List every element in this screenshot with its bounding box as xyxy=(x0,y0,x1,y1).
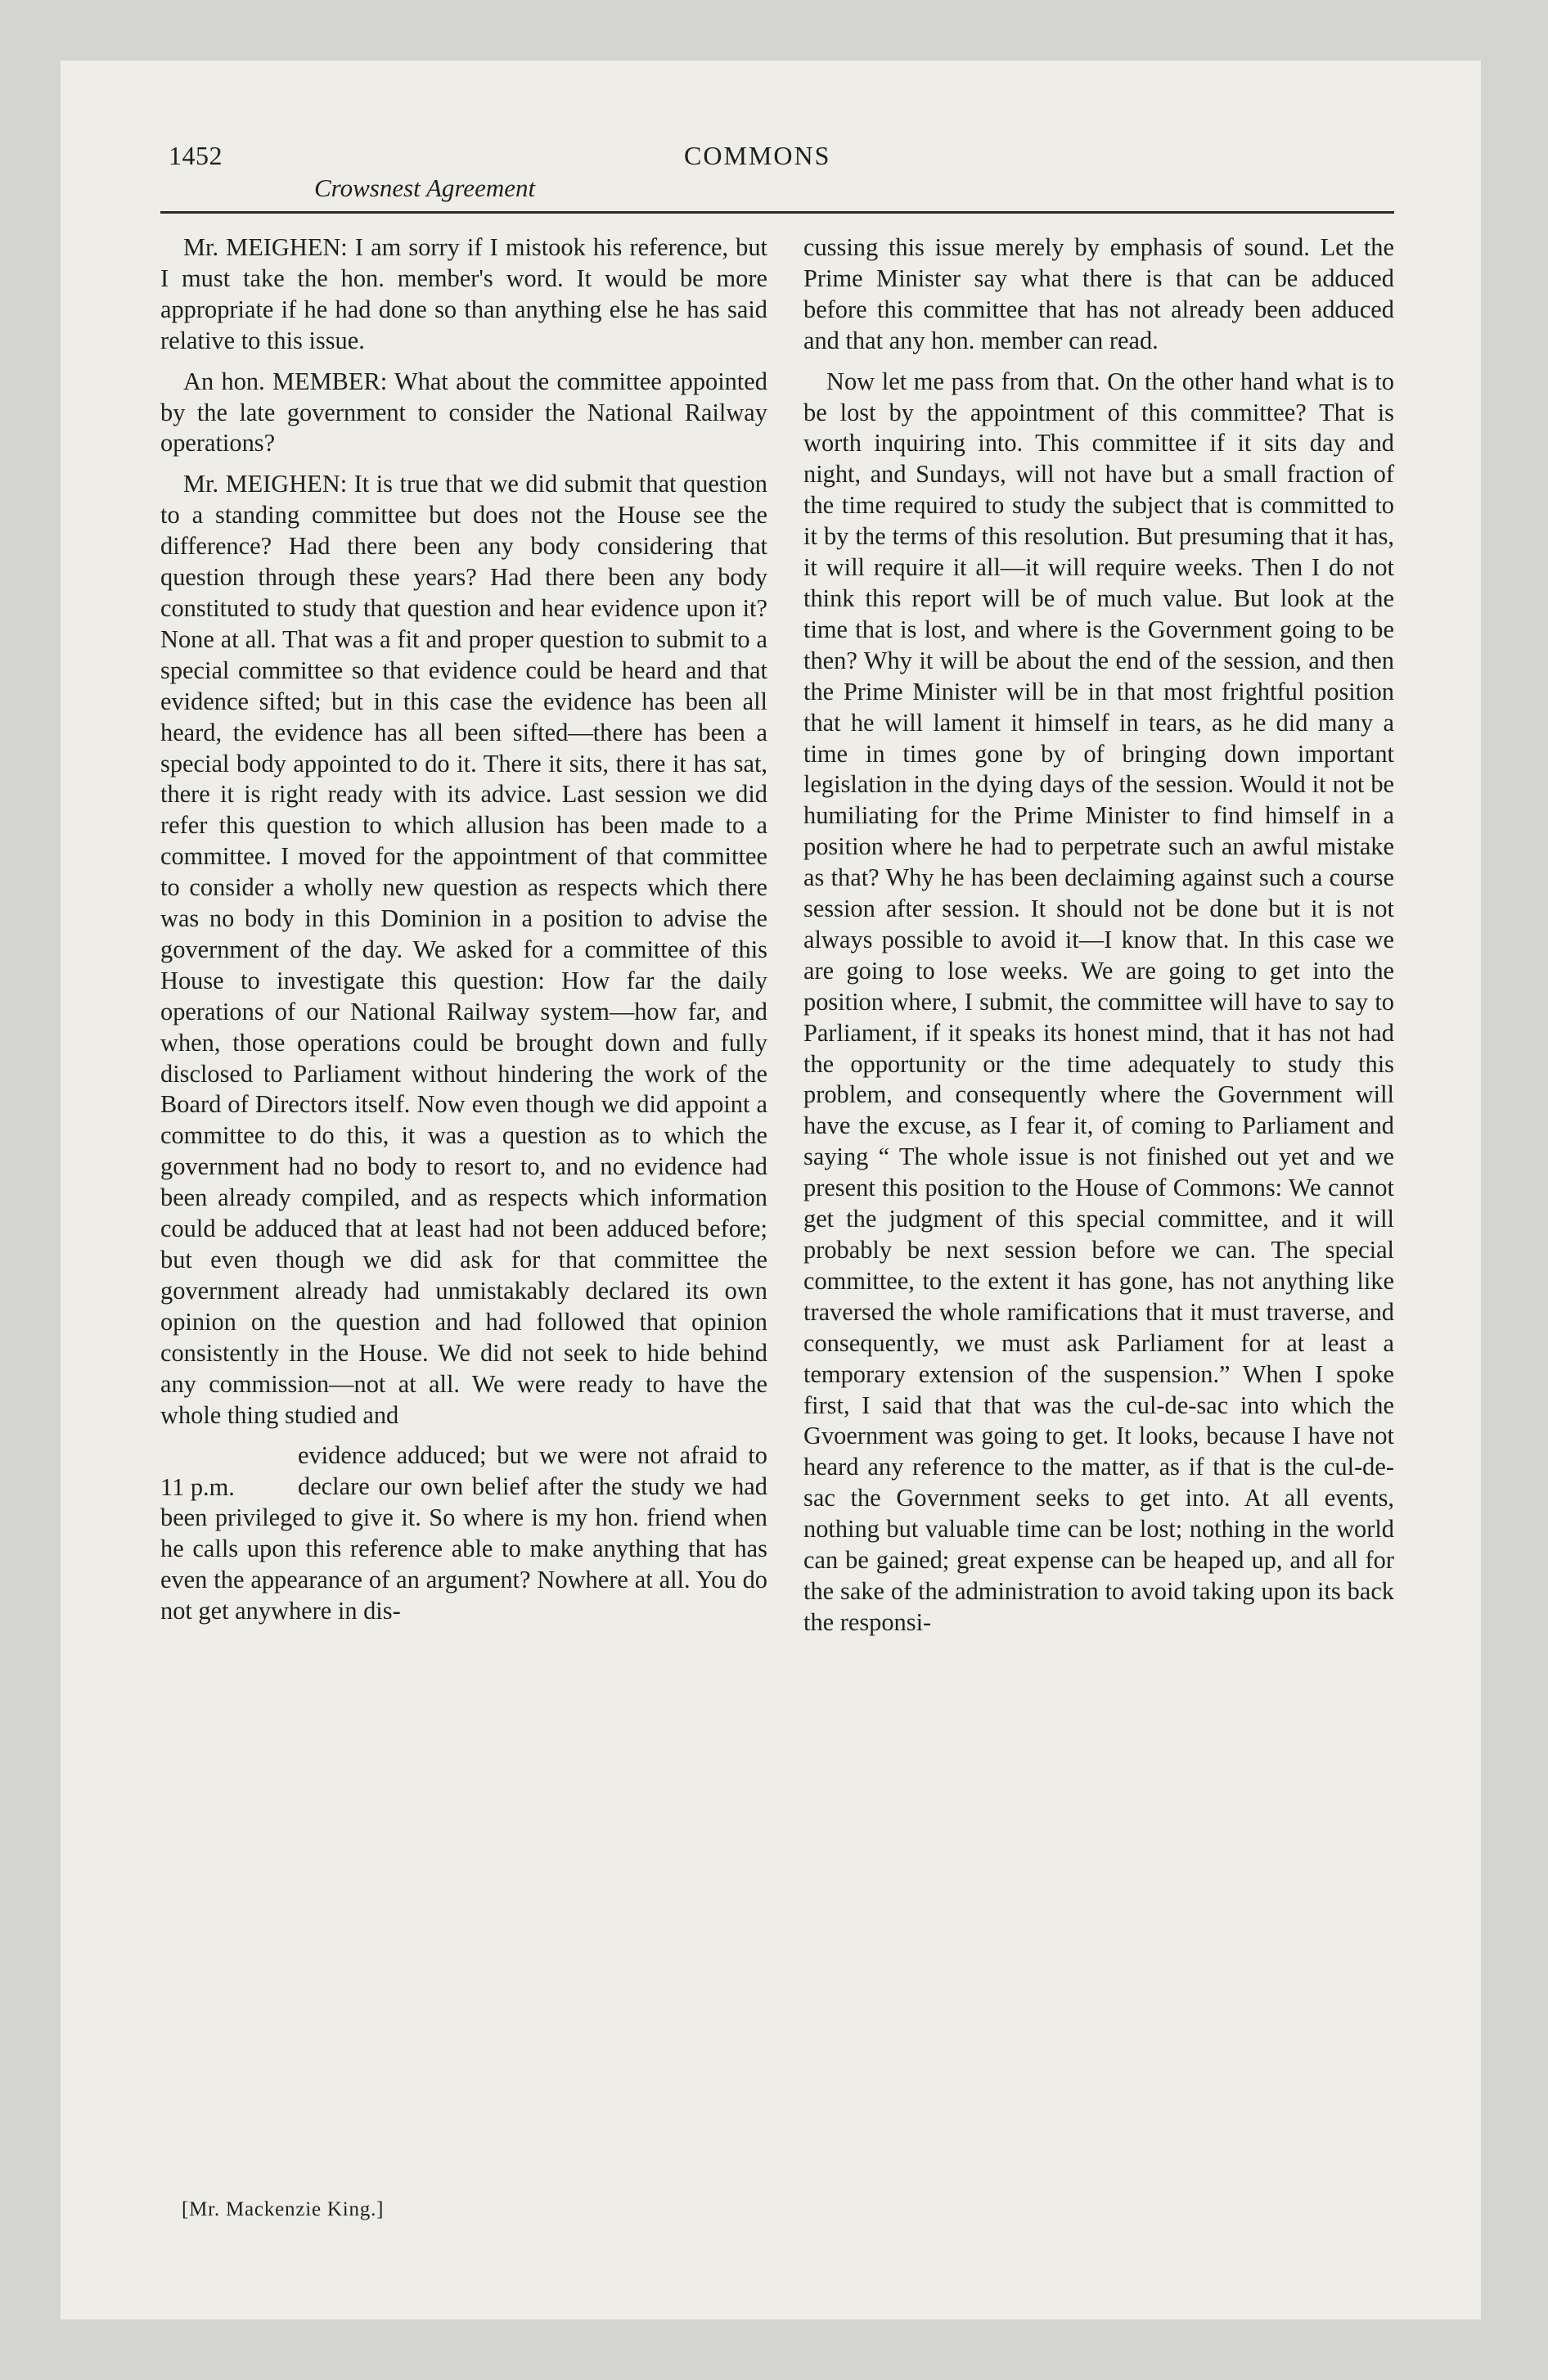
footer-attribution: [Mr. Mackenzie King.] xyxy=(182,2198,385,2220)
paragraph-continued xyxy=(803,232,1394,357)
speaker-name: An hon. MEMBER: xyxy=(183,367,388,395)
paragraph-text: evidence adduced; but we were not afraid to declare our own belief after the study we had been privileged to give it. So where is my hon. friend when he calls upon this reference able to make anything that has even the appearance of an argument? Nowhere at all. You do not get anywhere in dis- xyxy=(160,1441,767,1625)
left-column xyxy=(160,232,767,1637)
paragraph-text: cussing this issue merely by emphasis of sound. Let the Prime Minister say what there is that can be adduced before this committee that has not already been adduced and that any hon. member can read. xyxy=(803,233,1394,354)
paragraph-text: I am sorry if I mistook his reference, but I must take the hon. member's word. It would be more appropriate if he had done so than anything else he has said relative to this issue. xyxy=(160,233,767,354)
paragraph-text: Now let me pass from that. On the other hand what is to be lost by the appointment of this committee? That is worth inquiring into. This committee if it sits day and night, and Sundays, will not have but a small fraction of the time required to study the subject that is committed to it by the terms of this resolution. But presuming that it has, it will require it all—it will require weeks. Then I do not think this report will be of much value. But look at the time that is lost, and where is the Government going to be then? Why it will be about the end of the session, and then the Prime Minister will be in that most frightful position that he will lament it himself in tears, as he did many a time in times gone by of bringing down important legislation in the dying days of the session. Would it not be humiliating for the Prime Minister to find himself in a position where he had to perpetrate such an awful mistake as that? Why he has been declaiming against such a course session after session. It should not be done but it is not always possible to avoid it—I know that. In this case we are going to lose weeks. We are going to get into the position where, I submit, the committee will have to say to Parliament, if it speaks its honest mind, that it has not had the opportunity or the time adequately to study this problem, and consequently where the Government will have the excuse, as I fear it, of coming to Parliament and saying “ The whole issue is not finished out yet and we present this position to the House of Commons: We cannot get the judgment of this special committee, and it will probably be next session before we can. The special committee, to the extent it has gone, has not anything like traversed the whole ramifications that it must traverse, and consequently, we must ask Parliament for at least a temporary extension of the suspension.” When I spoke first, I said that that was the cul-de-sac into which the Gvoernment was going to get. It looks, because I have not heard any reference to the matter, as if that is the cul-de-sac the Government seeks to get into. At all events, nothing but valuable time can be lost; nothing in the world can be gained; great expense can be heaped up, and all for the sake of the administration to avoid taking upon its back the responsi- xyxy=(803,367,1394,1636)
paragraph xyxy=(160,232,767,357)
right-column xyxy=(803,232,1394,1648)
paragraph xyxy=(160,469,767,1431)
time-marker-spacer xyxy=(160,1440,298,1472)
time-marker: 11 p.m. xyxy=(160,1473,235,1502)
speaker-name: Mr. MEIGHEN: xyxy=(183,233,348,261)
hansard-page xyxy=(61,61,1481,2319)
paragraph-text: What about the committee appointed by the late government to consider the National Railway operations? xyxy=(160,367,767,458)
header-rule xyxy=(160,211,1394,214)
chamber-title: COMMONS xyxy=(684,141,831,170)
paragraph-text: It is true that we did submit that question to a standing committee but does not the House see the difference? Had there been any body considering that question through these years? Had there been any body constituted to study that question and hear evidence upon it? None at all. That was a fit and proper question to submit to a special committee so that evidence could be heard and that evidence sifted; but in this case the evidence has been all heard, the evidence has all been sifted—there has been a special body appointed to do it. There it sits, there it has sat, there it is right ready with its advice. Last session we did refer this question to which allusion has been made to a committee. I moved for the appointment of that committee to consider a wholly new question as respects which there was no body in this Dominion in a position to advise the government of the day. We asked for a committee of this House to investigate this question: How far the daily operations of our National Railway system—how far, and when, those operations could be brought down and fully disclosed to Parliament without hindering the work of the Board of Directors itself. Now even though we did appoint a committee to do this, it was a question as to which the government had no body to resort to, and no evidence had been already compiled, and as respects which information could be adduced that at least had not been adduced before; but even though we did ask for that committee the government already had unmistakably declared its own opinion on the question and had followed that opinion consistently in the House. We did not seek to hide behind any commission—not at all. We were ready to have the whole thing studied and xyxy=(160,470,767,1429)
speaker-name: Mr. MEIGHEN: xyxy=(183,470,348,498)
page-header xyxy=(61,61,1481,224)
running-head: Crowsnest Agreement xyxy=(314,174,536,202)
paragraph xyxy=(160,367,767,460)
page-number: 1452 xyxy=(169,141,223,170)
paragraph xyxy=(803,367,1394,1639)
